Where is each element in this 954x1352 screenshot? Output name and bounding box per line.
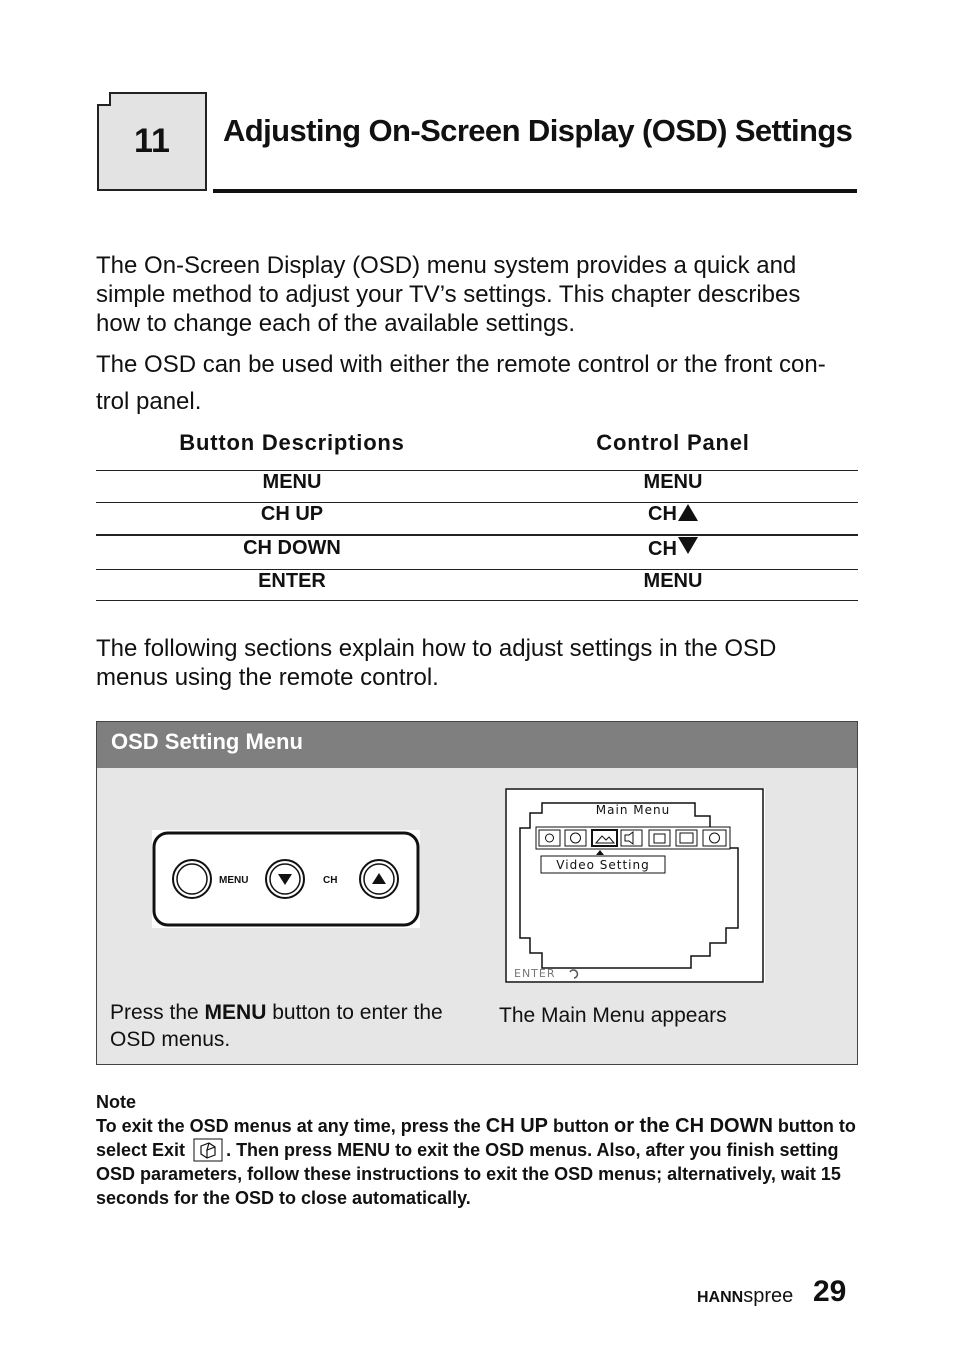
panel-ch-label: CH <box>323 875 338 886</box>
table-header-button-descriptions: Button Descriptions <box>179 430 405 455</box>
note-text-part: button <box>548 1116 614 1136</box>
ch-down-panel-button[interactable] <box>266 860 304 898</box>
table-cell-button: ENTER <box>258 570 326 592</box>
title-underline <box>213 189 857 193</box>
note-text-part: . Then press MENU to exit the OSD menus. Also, after you finish setting OSD parameters, follow these instructions to exit the OSD menus; alternatively, wait 15 seconds for the OSD to close automatically. <box>96 1140 841 1208</box>
screen-menu-item: Video Setting <box>556 858 650 872</box>
caption-main-menu-appears: The Main Menu appears <box>499 1004 727 1027</box>
note-text-part: or the <box>614 1115 670 1137</box>
chapter-number: 11 <box>134 122 170 160</box>
front-control-panel-illustration <box>152 830 420 928</box>
table-rule <box>96 600 858 601</box>
intro-paragraph-2: The OSD can be used with either the remote control or the front con-trol panel. <box>96 351 826 415</box>
table-cell-panel: MENU <box>643 570 703 592</box>
table-cell-panel-ch-up <box>478 503 868 526</box>
chapter-title: Adjusting On-Screen Display (OSD) Settings <box>223 113 853 148</box>
panel-menu-label: MENU <box>219 875 249 886</box>
note-text <box>96 1114 856 1210</box>
table-header-control-panel: Control Panel <box>596 430 750 455</box>
main-menu-screen-illustration <box>505 788 765 983</box>
table-cell-panel-text: CH <box>648 538 677 560</box>
table-cell-panel: MENU <box>643 471 703 493</box>
table-cell-panel-text: CH <box>648 503 677 525</box>
screen-enter-label: ENTER <box>514 967 556 980</box>
menu-panel-button[interactable] <box>173 860 211 898</box>
brand-logo <box>697 1285 793 1308</box>
exit-icon <box>193 1138 223 1162</box>
note-text-part: button to select Exit <box>96 1116 856 1160</box>
table-cell-panel-ch-down <box>478 537 868 561</box>
osd-panel-heading: OSD Setting Menu <box>111 729 303 754</box>
caption-text: button to enter the OSD menus. <box>110 1001 443 1051</box>
note-text-part: To exit the OSD menus at any time, press the <box>96 1116 486 1136</box>
note-text-part: CH DOWN <box>669 1115 773 1137</box>
note-label: Note <box>96 1092 136 1112</box>
caption-text: Press the <box>110 1001 205 1024</box>
caption-press-menu <box>110 999 470 1053</box>
note-text-part: CH UP <box>485 1115 549 1137</box>
brand-rest: spree <box>743 1285 794 1307</box>
screen-title: Main Menu <box>595 803 671 817</box>
up-triangle-icon <box>678 504 698 521</box>
sections-paragraph: The following sections explain how to adjust settings in the OSD menus using the remote control. <box>96 635 777 691</box>
brand-bold: HANN <box>697 1289 744 1306</box>
intro-paragraph-1: The On-Screen Display (OSD) menu system provides a quick and simple method to adjust your TV’s settings. This chapter describes how to change each of the available settings. <box>96 252 801 337</box>
table-cell-button: CH UP <box>260 503 324 525</box>
page-number: 29 <box>813 1275 847 1308</box>
caption-bold: MENU <box>204 1001 267 1024</box>
table-cell-button: CH DOWN <box>243 537 341 559</box>
table-rule <box>96 534 858 536</box>
ch-up-panel-button[interactable] <box>360 860 398 898</box>
down-triangle-icon <box>678 537 698 554</box>
table-cell-button: MENU <box>262 471 322 493</box>
